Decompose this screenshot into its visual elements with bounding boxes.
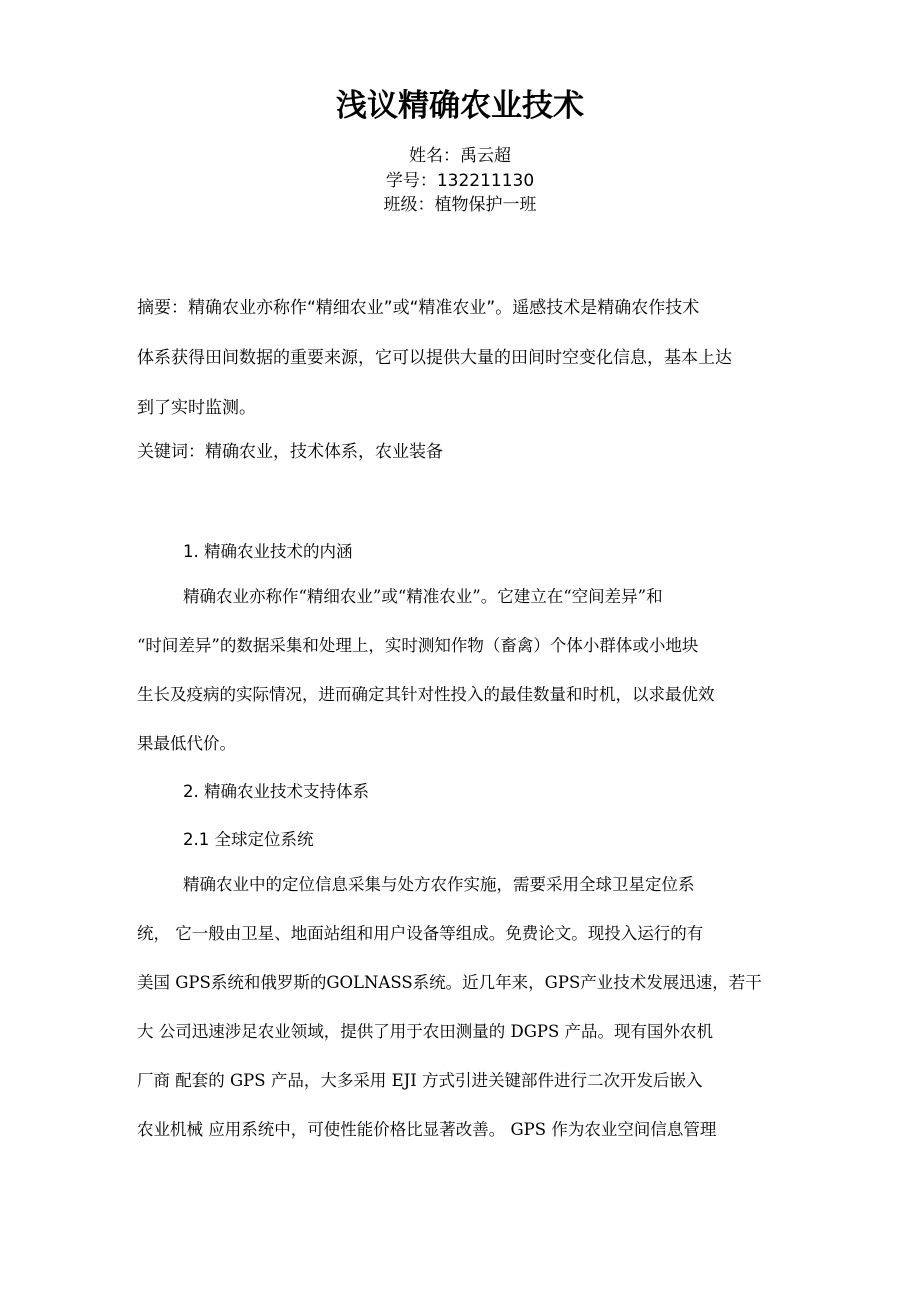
keywords — [137, 427, 787, 477]
keywords-line: 关键词：精确农业，技术体系，农业装备 — [137, 442, 443, 462]
author-name: 姓名：禹云超 — [409, 146, 511, 166]
body-line: 生长及疫病的实际情况，进而确定其针对性投入的最佳数量和时机，以求最优效 — [137, 685, 715, 704]
section-heading: 1. 精确农业技术的内涵 — [183, 542, 353, 561]
body-line: 果最低代价。 — [137, 734, 236, 753]
body-line: 厂商 配套的 GPS 产品，大多采用 EJI 方式引进关键部件进行二次开发后嵌入 — [137, 1071, 703, 1090]
abstract-line: 到了实时监测。 — [137, 398, 256, 418]
subsection-heading: 2.1 全球定位系统 — [183, 830, 314, 849]
class-name: 班级：植物保护一班 — [383, 195, 537, 215]
body-line: “时间差异”的数据采集和处理上，实时测知作物（畜禽）个体小群体或小地块 — [137, 636, 699, 655]
body-line: 精确农业中的定位信息采集与处方农作实施，需要采用全球卫星定位系 — [183, 875, 695, 894]
section-body — [137, 572, 787, 768]
body-line: 统， 它一般由卫星、地面站组和用户设备等组成。免费论文。现投入运行的有 — [137, 924, 704, 943]
section-heading: 2. 精确农业技术支持体系 — [183, 782, 369, 801]
abstract-line: 体系获得田间数据的重要来源，它可以提供大量的田间时空变化信息，基本上达 — [137, 348, 732, 368]
body-line: 精确农业亦称作“精细农业”或“精准农业”。它建立在“空间差异”和 — [183, 587, 663, 606]
body-line: 农业机械 应用系统中，可使性能价格比显著改善。 GPS 作为农业空间信息管理 — [137, 1120, 717, 1139]
author-info — [0, 144, 920, 218]
student-id: 学号：132211130 — [385, 170, 535, 191]
section-body — [137, 860, 787, 1154]
body-line: 大 公司迅速涉足农业领域，提供了用于农田测量的 DGPS 产品。现有国外农机 — [137, 1022, 714, 1041]
abstract-line: 摘要：精确农业亦称作“精细农业”或“精准农业”。遥感技术是精确农作技术 — [137, 298, 700, 318]
document-title: 浅议精确农业技术 — [336, 88, 584, 124]
body-line: 美国 GPS系统和俄罗斯的GOLNASS系统。近几年来，GPS产业技术发展迅速，若干 — [137, 973, 762, 992]
abstract — [137, 283, 787, 433]
